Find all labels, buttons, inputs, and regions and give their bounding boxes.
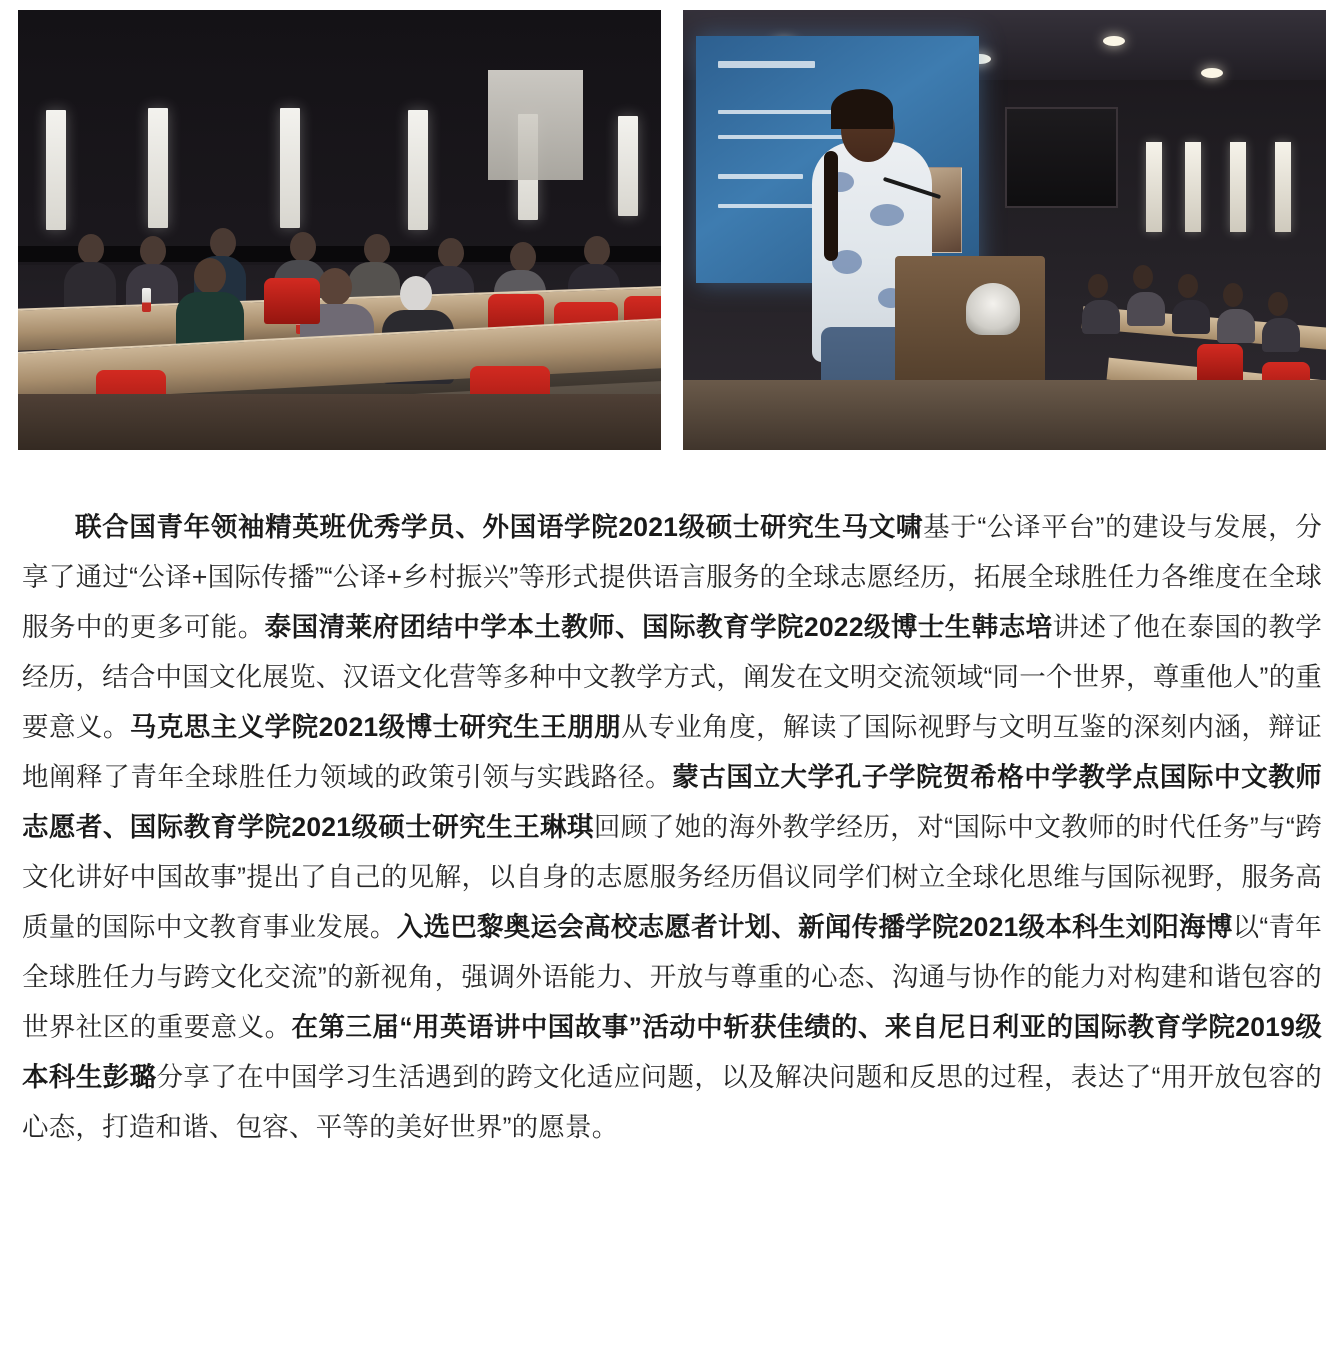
floor [683, 380, 1326, 450]
photo1-wall-divider [18, 246, 661, 262]
wall-light-panel-icon [46, 110, 66, 230]
audience-head [1223, 283, 1243, 307]
slide-title-line [718, 61, 814, 68]
red-chair [264, 278, 320, 324]
article-emphasis: 马克思主义学院2021级博士研究生王朋朋 [129, 712, 622, 742]
shirt-pattern [870, 204, 904, 226]
wall-light-panel-icon [1185, 142, 1201, 232]
wall-display-panel [1005, 107, 1118, 208]
audience-head [364, 234, 390, 264]
photo-row [0, 0, 1344, 450]
projection-screen-edge [488, 70, 583, 180]
floor [18, 394, 661, 450]
wall-light-panel-icon [1146, 142, 1162, 232]
article-text: 基于“公译平台”的建设与发展，分享了通过“公译+国际传播”“公译+乡村振兴”等形式提供语言服务的全球志愿经历，拓展全球胜任力各维度在全球服务中的更多可能。 [22, 512, 1322, 642]
article-text: 分享了在中国学习生活遇到的跨文化适应问题，以及解决问题和反思的过程，表达了“用开放包容的心态，打造和谐、包容、平等的美好世界”的愿景。 [22, 1062, 1323, 1142]
wall-light-panel-icon [618, 116, 638, 216]
article-emphasis: 在第三届“用英语讲中国故事”活动中斩获佳绩的、来自尼日利亚的国际教育学院2019级本科生彭璐 [22, 1012, 1323, 1092]
wall-light-panel-icon [280, 108, 300, 228]
audience-head [584, 236, 610, 266]
audience-body [1217, 309, 1255, 343]
wall-light-panel-icon [1275, 142, 1291, 232]
audience-head [78, 234, 104, 264]
article-body [0, 450, 1344, 1192]
audience-head [1178, 274, 1198, 298]
audience-head [140, 236, 166, 266]
audience-head [318, 268, 352, 306]
audience-body [1262, 318, 1300, 352]
audience-head [210, 228, 236, 258]
speaker-presentation-photo [683, 10, 1326, 450]
audience-head [290, 232, 316, 262]
article-text: 回顾了她的海外教学经历，对“国际中文教师的时代任务”与“跨文化讲好中国故事”提出了自己的见解，以自身的志愿服务经历倡议同学们树立全球化思维与国际视野，服务高质量的国际中文教育事业发展。 [22, 812, 1322, 942]
speaker-hair-braid [824, 151, 838, 261]
speaker-hair [831, 89, 893, 129]
article-paragraph [22, 502, 1322, 1152]
audience-head [1088, 274, 1108, 298]
article-text: 从专业角度，解读了国际视野与文明互鉴的深刻内涵，辩证地阐释了青年全球胜任力领域的政策引领与实践路径。 [22, 712, 1323, 792]
audience-body [1082, 300, 1120, 334]
ceiling-light-icon [1201, 68, 1223, 78]
audience-head [194, 258, 226, 294]
lecture-audience-photo [18, 10, 661, 450]
wall-light-panel-icon [408, 110, 428, 230]
article-text: 讲述了他在泰国的教学经历，结合中国文化展览、汉语文化营等多种中文教学方式，阐发在文明交流领域“同一个世界，尊重他人”的重要意义。 [22, 612, 1322, 742]
audience-body [1127, 292, 1165, 326]
red-chair [1197, 344, 1243, 384]
article-emphasis: 蒙古国立大学孔子学院贺希格中学教学点国际中文教师志愿者、国际教育学院2021级硕士研究生王琳琪 [22, 762, 1322, 842]
article-text: 以“青年全球胜任力与跨文化交流”的新视角，强调外语能力、开放与尊重的心态、沟通与协作的能力对构建和谐包容的世界社区的重要意义。 [22, 912, 1322, 1042]
article-emphasis: 入选巴黎奥运会高校志愿者计划、新闻传播学院2021级本科生刘阳海博 [396, 912, 1233, 942]
article-emphasis: 泰国清莱府团结中学本土教师、国际教育学院2022级博士生韩志培 [264, 612, 1053, 642]
water-bottle-icon [142, 288, 151, 312]
slide-text-line [718, 135, 854, 139]
audience-head-with-mask [400, 276, 432, 312]
ceiling-light-icon [1103, 36, 1125, 46]
audience-head [510, 242, 536, 272]
article-emphasis: 联合国青年领袖精英班优秀学员、外国语学院2021级硕士研究生马文啸 [75, 512, 924, 542]
audience-head [1268, 292, 1288, 316]
slide-text-line [718, 174, 803, 179]
flower-arrangement [966, 283, 1020, 335]
wall-light-panel-icon [1230, 142, 1246, 232]
audience-head [438, 238, 464, 268]
audience-body [1172, 300, 1210, 334]
wall-light-panel-icon [148, 108, 168, 228]
